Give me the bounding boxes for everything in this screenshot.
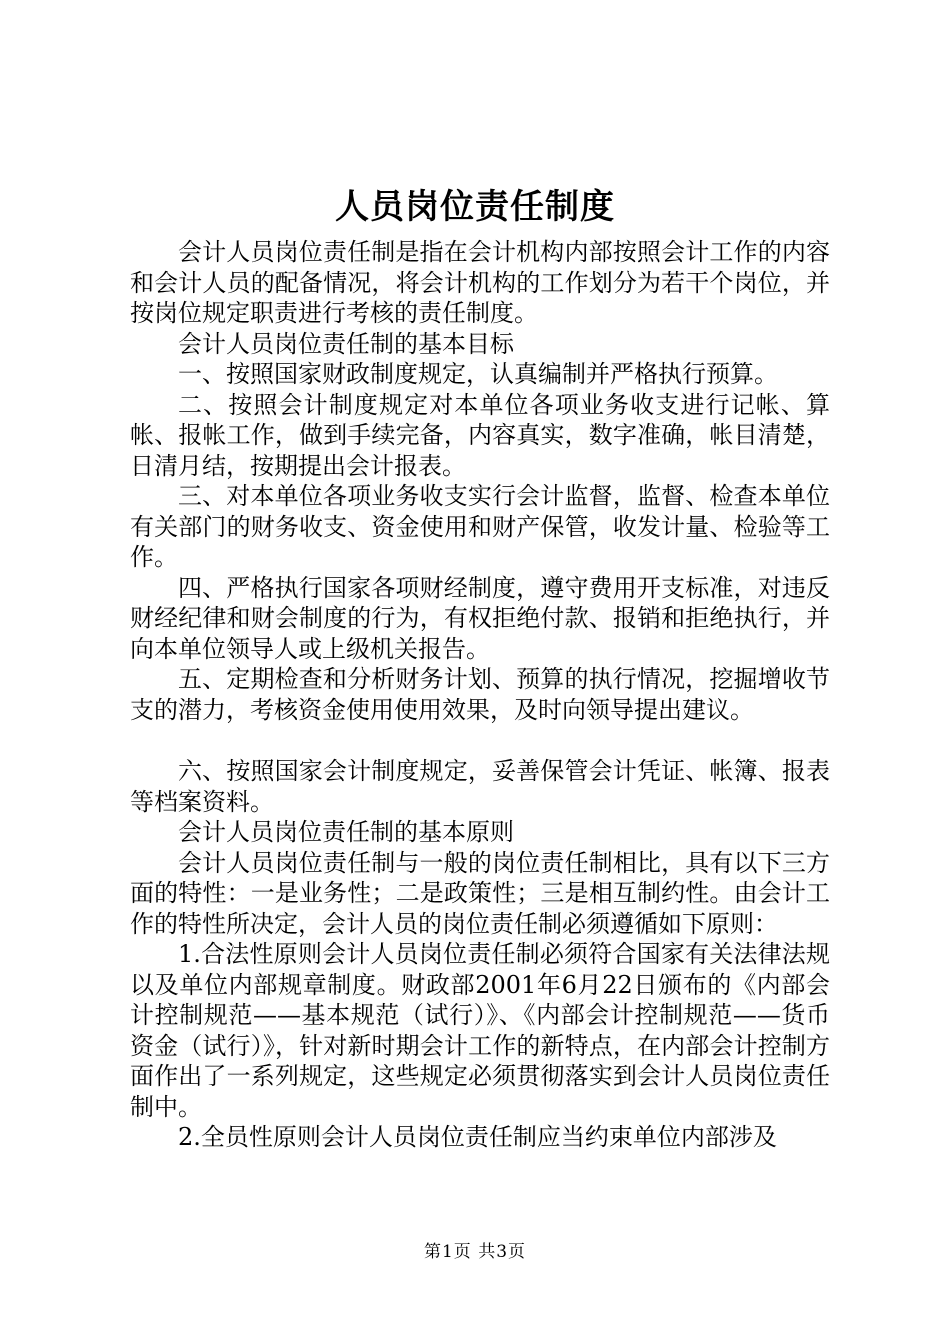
document-title: 人员岗位责任制度 xyxy=(335,187,615,227)
paragraph-goal-1: 一、按照国家财政制度规定，认真编制并严格执行预算。 xyxy=(178,360,778,388)
paragraph-principle-2: 2.全员性原则会计人员岗位责任制应当约束单位内部涉及 xyxy=(178,1123,777,1151)
paragraph-goal-6: 六、按照国家会计制度规定，妥善保管会计凭证、帐簿、报表等档案资料。 xyxy=(130,757,830,816)
paragraph-principle-1: 1.合法性原则会计人员岗位责任制必须符合国家有关法律法规以及单位内部规章制度。财政部2001年6月22日颁布的《内部会计控制规范——基本规范（试行）》、《内部会计控制规范——货币资金（试行）》，针对新时期会计工作的新特点，在内部会计控制方面作出了一系列规定，这些规定必须贯彻落实到会计人员岗位责任制中。 xyxy=(130,940,830,1121)
section-heading-goals: 会计人员岗位责任制的基本目标 xyxy=(178,329,514,358)
paragraph-goal-2: 二、按照会计制度规定对本单位各项业务收支进行记帐、算帐、报帐工作，做到手续完备，内容真实，数字准确，帐目清楚，日清月结，按期提出会计报表。 xyxy=(130,390,830,480)
section-heading-principles: 会计人员岗位责任制的基本原则 xyxy=(178,818,514,846)
blank-line xyxy=(130,725,830,756)
paragraph-principles-intro: 会计人员岗位责任制与一般的岗位责任制相比，具有以下三方面的特性：一是业务性；二是政策性；三是相互制约性。由会计工作的特性所决定，会计人员的岗位责任制必须遵循如下原则： xyxy=(130,848,830,938)
paragraph-goal-4: 四、严格执行国家各项财经制度，遵守费用开支标准，对违反财经纪律和财会制度的行为，有权拒绝付款、报销和拒绝执行，并向本单位领导人或上级机关报告。 xyxy=(130,573,830,663)
paragraph-goal-5: 五、定期检查和分析财务计划、预算的执行情况，挖掘增收节支的潜力，考核资金使用使用效果，及时向领导提出建议。 xyxy=(130,665,830,724)
paragraph-goal-3: 三、对本单位各项业务收支实行会计监督，监督、检查本单位有关部门的财务收支、资金使用和财产保管，收发计量、检验等工作。 xyxy=(130,482,830,571)
page-footer: 第1页 共3页 xyxy=(423,1242,527,1262)
paragraph-intro: 会计人员岗位责任制是指在会计机构内部按照会计工作的内容和会计人员的配备情况，将会计机构的工作划分为若干个岗位，并按岗位规定职责进行考核的责任制度。 xyxy=(130,238,830,327)
document-body xyxy=(130,237,830,1153)
